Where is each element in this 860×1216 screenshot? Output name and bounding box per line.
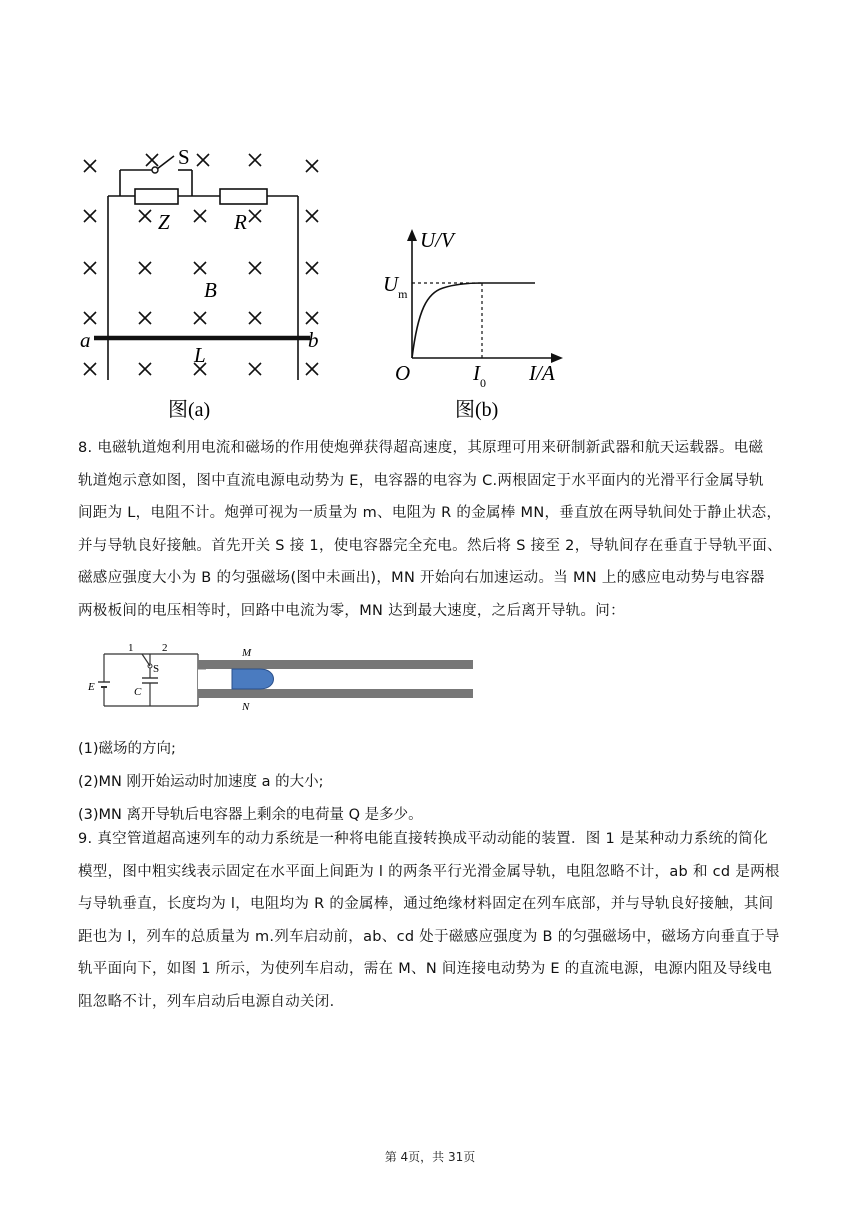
field-cross-mark [249, 262, 261, 274]
figure-b-graph [375, 225, 575, 425]
switch-blade [142, 654, 150, 666]
field-cross-mark [194, 210, 206, 222]
q9-line: 距也为 l，列车的总质量为 m.列车启动前，ab、cd 处于磁感应强度为 B 的匀强磁场中，磁场方向垂直于导 [78, 928, 780, 945]
q8-sub-question-1: (1)磁场的方向; [78, 741, 176, 757]
switch-contact [152, 167, 158, 173]
field-cross-mark [197, 154, 209, 166]
resistor-r-label: R [234, 210, 247, 234]
field-cross-mark [84, 210, 96, 222]
resistor-z [135, 189, 178, 204]
q8-sub-question-2: (2)MN 刚开始运动时加速度 a 的大小; [78, 774, 324, 790]
field-cross-mark [139, 363, 151, 375]
rail-n-label: N [242, 701, 250, 713]
page-footer: 第 4页，共 31页 [384, 1150, 476, 1164]
field-cross-mark [139, 312, 151, 324]
terminal-2-label: 2 [162, 642, 168, 654]
field-crosses [84, 154, 318, 375]
field-cross-mark [139, 262, 151, 274]
q8-line: 磁感应强度大小为 B 的匀强磁场(图中未画出)，MN 开始向右加速运动。当 MN 上的感应电动势与电容器 [78, 570, 765, 586]
y-axis-arrow [407, 229, 417, 241]
rod-right-label: b [308, 328, 319, 352]
source-e-label: E [88, 681, 95, 693]
figure-a-caption: 图(a) [168, 399, 211, 421]
q8-line: 两极板间的电压相等时，回路中电流为零，MN 达到最大速度，之后离开导轨。问： [78, 602, 625, 619]
field-cross-mark [84, 160, 96, 172]
field-cross-mark [306, 262, 318, 274]
field-cross-mark [84, 262, 96, 274]
field-cross-mark [84, 363, 96, 375]
field-cross-mark [194, 312, 206, 324]
q9-line: 阻忽略不计，列车启动后电源自动关闭． [78, 993, 345, 1010]
figure-b-caption: 图(b) [455, 399, 499, 421]
switch-s-label: S [153, 663, 160, 675]
field-cross-mark [249, 363, 261, 375]
railgun-figure [82, 638, 482, 718]
field-cross-mark [249, 312, 261, 324]
q9-line: 模型，图中粗实线表示固定在水平面上间距为 l 的两条平行光滑金属导轨，电阻忽略不计，ab 和 cd 是两根 [78, 863, 780, 880]
rod-left-label: a [80, 328, 91, 352]
question-8-text [78, 432, 783, 627]
field-label: B [204, 278, 217, 302]
origin-label: O [395, 361, 411, 385]
question-9-text [78, 823, 783, 1018]
field-cross-mark [139, 210, 151, 222]
rail-m-label: M [242, 647, 252, 659]
field-cross-mark [249, 210, 261, 222]
rail-n [198, 689, 473, 698]
field-cross-mark [194, 262, 206, 274]
resistor-r [220, 189, 267, 204]
field-cross-mark [84, 312, 96, 324]
q8-line: 轨道炮示意如图，图中直流电源电动势为 E，电容器的电容为 C.两根固定于水平面内的光滑平行金属导轨 [78, 472, 764, 489]
u-i-curve [412, 283, 535, 358]
projectile-mn [232, 669, 274, 689]
q8-line: 8. 电磁轨道炮利用电流和磁场的作用使炮弹获得超高速度，其原理可用来研制新武器和航天运载器。电磁 [78, 440, 764, 456]
um-label: $U_m$ [383, 272, 408, 301]
switch-blade [157, 156, 174, 169]
terminal-1-label: 1 [128, 642, 134, 654]
q9-line: 与导轨垂直，长度均为 l，电阻均为 R 的金属棒，通过绝缘材料固定在列车底部，并与导轨良好接触，其间 [78, 896, 774, 912]
rod-length-label: L [194, 343, 206, 367]
q8-sub-question-3: (3)MN 离开导轨后电容器上剩余的电荷量 Q 是多少。 [78, 807, 423, 823]
rail-m [198, 660, 473, 669]
q8-line: 并与导轨良好接触。首先开关 S 接 1，使电容器完全充电。然后将 S 接至 2，导轨间存在垂直于导轨平面、 [78, 537, 782, 554]
q8-line: 间距为 L，电阻不计。炮弹可视为一质量为 m、电阻为 R 的金属棒 MN，垂直放在两导轨间处于静止状态， [78, 505, 782, 521]
q9-line: 9. 真空管道超高速列车的动力系统是一种将电能直接转换成平动动能的装置．图 1 是某种动力系统的简化 [78, 831, 768, 847]
i0-label: $I_0$ [473, 361, 486, 390]
field-cross-mark [146, 154, 158, 166]
figure-a-circuit [70, 140, 340, 425]
capacitor-c-label: C [134, 686, 142, 698]
field-cross-mark [306, 363, 318, 375]
field-cross-mark [306, 312, 318, 324]
y-axis-label: U/V [420, 228, 454, 252]
q9-line: 轨平面向下，如图 1 所示，为使列车启动，需在 M、N 间连接电动势为 E 的直流电源，电源内阻及导线电 [78, 961, 772, 977]
switch-label: S [178, 145, 190, 169]
x-axis-label: I/A [529, 361, 555, 385]
field-cross-mark [306, 210, 318, 222]
field-cross-mark [249, 154, 261, 166]
field-cross-mark [306, 160, 318, 172]
resistor-z-label: Z [158, 210, 170, 234]
